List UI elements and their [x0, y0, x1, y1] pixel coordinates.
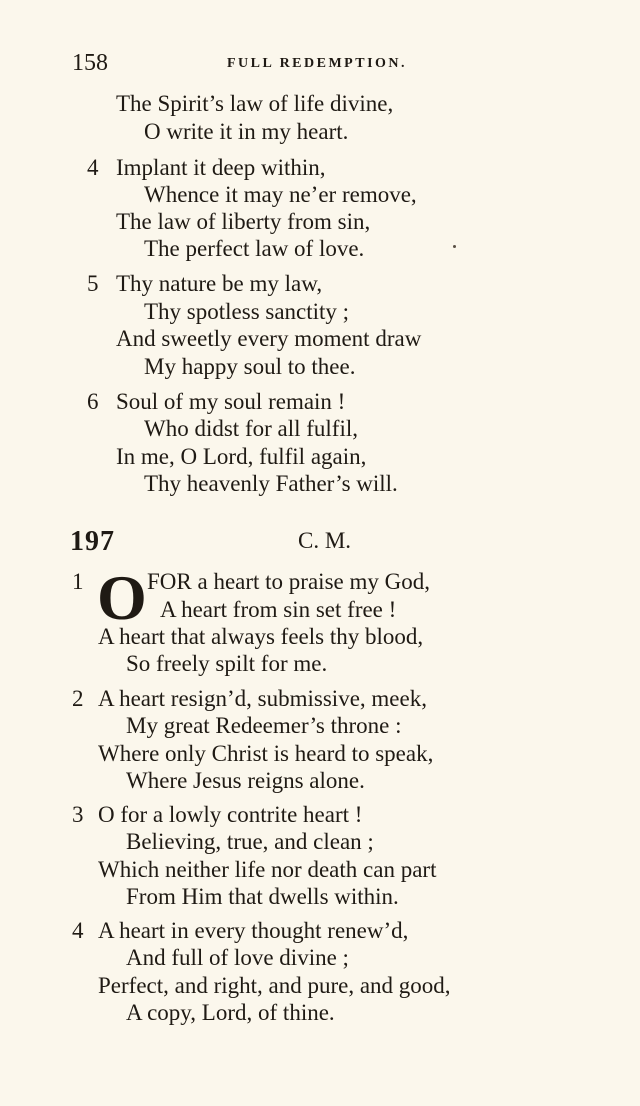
verse-number: 4 [87, 155, 99, 180]
stanza-line: O for a lowly contrite heart ! [98, 802, 363, 827]
stanza-line: And full of love divine ; [126, 945, 349, 970]
verse-number: 1 [72, 569, 84, 594]
stanza-line: My happy soul to thee. [144, 354, 356, 379]
stanza-line: The perfect law of love. [144, 236, 365, 261]
page-number: 158 [72, 50, 108, 76]
stanza-line: A copy, Lord, of thine. [126, 1000, 335, 1025]
stanza-line: Believing, true, and clean ; [126, 829, 374, 854]
stanza-line: My great Redeemer’s throne : [126, 713, 402, 738]
stanza-line: So freely spilt for me. [126, 651, 328, 676]
stanza-line: O write it in my heart. [144, 119, 349, 144]
verse-number: 4 [72, 918, 84, 943]
stanza-line: Thy nature be my law, [116, 271, 323, 296]
stanza-line: And sweetly every moment draw [116, 326, 422, 351]
running-head [72, 50, 450, 80]
stanza-line: A heart in every thought renew’d, [98, 918, 409, 943]
stanza-line: Soul of my soul remain ! [116, 389, 346, 414]
stanza-line: Whence it may ne’er remove, [144, 182, 417, 207]
stanza-line: Thy heavenly Father’s will. [144, 471, 398, 496]
verse-number: 5 [87, 271, 99, 296]
stanza-line: Where Jesus reigns alone. [126, 768, 365, 793]
verse-number: 6 [87, 389, 99, 414]
verse-number: 2 [72, 686, 84, 711]
stanza-line: Implant it deep within, [116, 155, 326, 180]
ink-speck [453, 245, 456, 248]
hymn-meter: C. M. [298, 528, 352, 553]
stanza-line: Thy spotless sanctity ; [144, 299, 350, 324]
hymn-number: 197 [70, 526, 115, 557]
stanza-line: The Spirit’s law of life divine, [116, 91, 394, 116]
section-title: FULL REDEMPTION. [227, 56, 408, 71]
stanza-line: From Him that dwells within. [126, 884, 399, 909]
stanza-line: In me, O Lord, fulfil again, [116, 444, 367, 469]
stanza-line: A heart from sin set free ! [160, 597, 397, 622]
stanza-line: Where only Christ is heard to speak, [98, 741, 434, 766]
drop-cap: O [97, 562, 147, 633]
verse-number: 3 [72, 802, 84, 827]
stanza-line: Which neither life nor death can part [98, 857, 437, 882]
stanza-line: A heart resign’d, submissive, meek, [98, 686, 427, 711]
stanza-line: The law of liberty from sin, [116, 209, 371, 234]
stanza-line: A heart that always feels thy blood, [98, 624, 424, 649]
stanza-line: Perfect, and right, and pure, and good, [98, 973, 451, 998]
stanza-line: Who didst for all fulfil, [144, 416, 358, 441]
stanza-line: FOR a heart to praise my God, [147, 569, 430, 594]
